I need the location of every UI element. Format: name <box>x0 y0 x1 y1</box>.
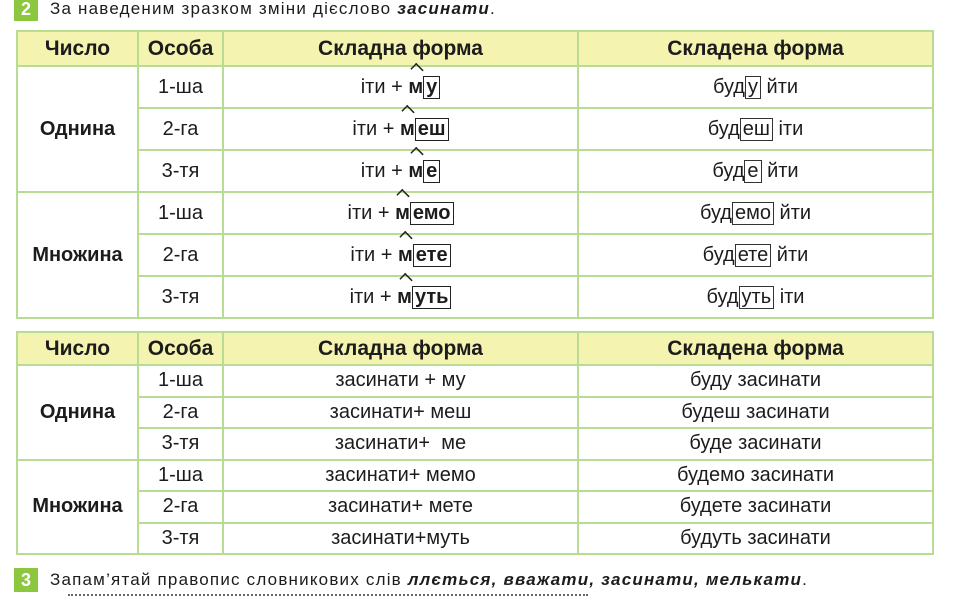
task-verb: засинати <box>397 0 491 18</box>
infinitive-text: іти <box>779 285 805 308</box>
bud-stem: буд <box>706 285 739 308</box>
future-marker: м <box>400 117 415 140</box>
plus-sign: + <box>379 285 392 308</box>
table-row <box>17 276 933 318</box>
complex-form-cell: засинати+ мемо <box>223 460 578 492</box>
person-cell: 2-га <box>138 234 223 276</box>
bud-ending-box: у <box>745 76 761 99</box>
table-row <box>17 428 933 460</box>
plus-sign: + <box>382 117 395 140</box>
ending-box: еш <box>415 118 449 141</box>
writing-line <box>68 594 588 602</box>
stem-text: іти <box>350 243 376 266</box>
future-marker: м <box>408 159 424 182</box>
table-row <box>17 491 933 523</box>
header-person: Особа <box>138 31 223 66</box>
task-2-heading <box>14 0 496 21</box>
complex-form-cell: засинати+муть <box>223 523 578 555</box>
complex-form-cell <box>223 108 578 150</box>
bud-stem: буд <box>712 159 745 182</box>
task-instruction-text: Запам’ятай правопис словникових слів <box>50 570 402 589</box>
compound-form-cell: будуть засинати <box>578 523 933 555</box>
header-person: Особа <box>138 332 223 365</box>
future-marker: м <box>398 243 413 266</box>
complex-form-cell <box>223 276 578 318</box>
bud-ending-box: уть <box>739 286 775 309</box>
task-instruction <box>50 0 496 19</box>
complex-form-cell: засинати+ меш <box>223 397 578 429</box>
bud-ending-box: емо <box>732 202 774 225</box>
task-end-punct: . <box>490 0 496 18</box>
header-number: Число <box>17 332 138 365</box>
person-cell: 3-тя <box>138 150 223 192</box>
table-row <box>17 365 933 397</box>
task-number-badge: 3 <box>14 568 38 592</box>
plus-sign: + <box>391 75 403 98</box>
header-compound-form: Складена форма <box>578 332 933 365</box>
table-row <box>17 460 933 492</box>
future-marker: м <box>408 75 424 98</box>
compound-form-cell <box>578 66 933 108</box>
person-cell: 3-тя <box>138 428 223 460</box>
header-complex-form: Складна форма <box>223 31 578 66</box>
table-row <box>17 234 933 276</box>
table-header-row <box>17 332 933 365</box>
number-cell: Однина <box>17 365 138 460</box>
complex-form-cell: засинати+ ме <box>223 428 578 460</box>
complex-form-cell <box>223 234 578 276</box>
complex-form-cell: засинати+ мете <box>223 491 578 523</box>
compound-form-cell <box>578 192 933 234</box>
table-row <box>17 66 933 108</box>
infinitive-text: іти <box>778 117 804 140</box>
person-cell: 3-тя <box>138 276 223 318</box>
task-words: ллється, вважати, засинати, мелькати <box>407 570 803 589</box>
person-cell: 3-тя <box>138 523 223 555</box>
bud-stem: буд <box>702 243 735 266</box>
number-cell: Множина <box>17 192 138 318</box>
bud-stem: буд <box>699 201 732 224</box>
person-cell: 2-га <box>138 491 223 523</box>
table-row <box>17 150 933 192</box>
future-marker: м <box>397 285 412 308</box>
complex-form-cell <box>223 150 578 192</box>
ending-box: е <box>423 160 440 183</box>
infinitive-text: йти <box>776 243 809 266</box>
plus-sign: + <box>380 243 393 266</box>
stem-text: іти <box>360 159 386 182</box>
bud-ending-box: ете <box>735 244 772 267</box>
number-cell: Множина <box>17 460 138 555</box>
table-row <box>17 523 933 555</box>
complex-form-cell <box>223 66 578 108</box>
compound-form-cell <box>578 150 933 192</box>
header-complex-form: Складна форма <box>223 332 578 365</box>
compound-form-cell: будемо засинати <box>578 460 933 492</box>
header-compound-form: Складена форма <box>578 31 933 66</box>
person-cell: 1-ша <box>138 192 223 234</box>
task-instruction-text: За наведеним зразком зміни дієслово <box>50 0 392 18</box>
table-header-row <box>17 31 933 66</box>
complex-form-cell: засинати + му <box>223 365 578 397</box>
bud-ending-box: е <box>744 160 761 183</box>
infinitive-text: йти <box>779 201 812 224</box>
compound-form-cell <box>578 108 933 150</box>
compound-form-cell: будеш засинати <box>578 397 933 429</box>
compound-form-cell: будете засинати <box>578 491 933 523</box>
conjugation-table-answer <box>16 331 934 555</box>
compound-form-cell <box>578 234 933 276</box>
bud-stem: буд <box>712 75 745 98</box>
table-row <box>17 397 933 429</box>
person-cell: 1-ша <box>138 460 223 492</box>
task-3-heading <box>14 568 808 592</box>
task-instruction <box>50 570 808 590</box>
header-number: Число <box>17 31 138 66</box>
task-number-badge: 2 <box>14 0 38 21</box>
compound-form-cell: буде засинати <box>578 428 933 460</box>
task-end-punct: . <box>802 570 809 589</box>
number-cell: Однина <box>17 66 138 192</box>
person-cell: 1-ша <box>138 66 223 108</box>
person-cell: 1-ша <box>138 365 223 397</box>
table-row <box>17 192 933 234</box>
compound-form-cell: буду засинати <box>578 365 933 397</box>
ending-box: у <box>423 76 440 99</box>
table-row <box>17 108 933 150</box>
infinitive-text: йти <box>767 159 799 182</box>
person-cell: 2-га <box>138 108 223 150</box>
future-marker: м <box>395 201 410 224</box>
compound-form-cell <box>578 276 933 318</box>
stem-text: іти <box>352 117 378 140</box>
ending-box: ете <box>413 244 451 267</box>
stem-text: іти <box>347 201 373 224</box>
bud-ending-box: еш <box>740 118 773 141</box>
plus-sign: + <box>377 201 390 224</box>
plus-sign: + <box>391 159 403 182</box>
stem-text: іти <box>349 285 375 308</box>
infinitive-text: йти <box>766 75 799 98</box>
conjugation-table-example <box>16 30 934 319</box>
bud-stem: буд <box>707 117 740 140</box>
complex-form-cell <box>223 192 578 234</box>
person-cell: 2-га <box>138 397 223 429</box>
stem-text: іти <box>360 75 386 98</box>
ending-box: емо <box>410 202 454 225</box>
ending-box: уть <box>412 286 451 309</box>
